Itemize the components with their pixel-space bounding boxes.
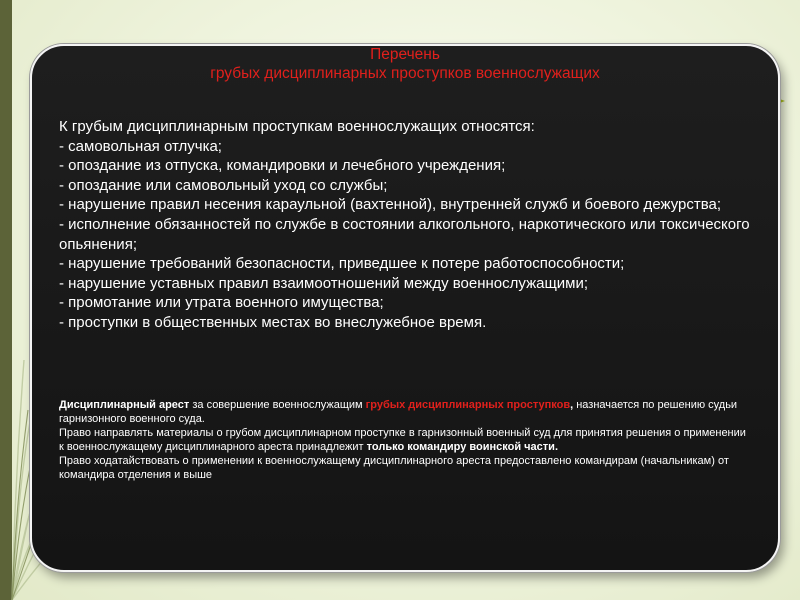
title-line-2: грубых дисциплинарных проступков военнослужащих	[210, 65, 600, 82]
note-arrest	[59, 398, 749, 426]
list-item: - опоздание или самовольный уход со службы;	[59, 176, 388, 194]
list-item: - нарушение правил несения караульной (вахтенной), внутренней служб и боевого дежурства;	[59, 196, 722, 214]
slide-title	[0, 45, 800, 83]
list-item: - проступки в общественных местах во внеслужебное время.	[59, 313, 487, 331]
note-arrest-text: за совершение военнослужащим	[189, 399, 366, 411]
list-item: - исполнение обязанностей по службе в состоянии алкогольного, наркотического или токсического опьянения;	[59, 215, 750, 253]
title-line-1: Перечень	[370, 46, 440, 63]
note-arrest-comma: ,	[570, 399, 574, 411]
list-item: - нарушение требований безопасности, приведшее к потере работоспособности;	[59, 255, 625, 273]
list-item: - опоздание из отпуска, командировки и лечебного учреждения;	[59, 157, 506, 175]
list-item: - промотание или утрата военного имущества;	[59, 294, 384, 312]
note-referral-bold: только командиру воинской части.	[366, 441, 558, 453]
arrest-notes	[59, 398, 749, 482]
note-arrest-term: Дисциплинарный арест	[59, 399, 190, 411]
list-item: - нарушение уставных правил взаимоотношений между военнослужащими;	[59, 274, 589, 292]
note-arrest-rest: назначается по решению судьи гарнизонного военного суда.	[59, 399, 738, 425]
note-petition-right: Право ходатайствовать о применении к военнослужащему дисциплинарного ареста предоставлено командирам (начальникам) от командира отделения и выше	[59, 455, 729, 481]
note-referral-text: Право направлять материалы о грубом дисциплинарном проступке в гарнизонный военный суд для принятия решения о применении к военнослужащему дисциплинарного ареста принадлежит	[59, 427, 746, 453]
list-item: - самовольная отлучка;	[59, 137, 222, 155]
list-intro: К грубым дисциплинарным проступкам военнослужащих относятся:	[59, 118, 535, 135]
note-referral-right	[59, 426, 749, 454]
note-arrest-highlight: грубых дисциплинарных проступков	[365, 399, 571, 411]
offense-list	[59, 117, 759, 333]
